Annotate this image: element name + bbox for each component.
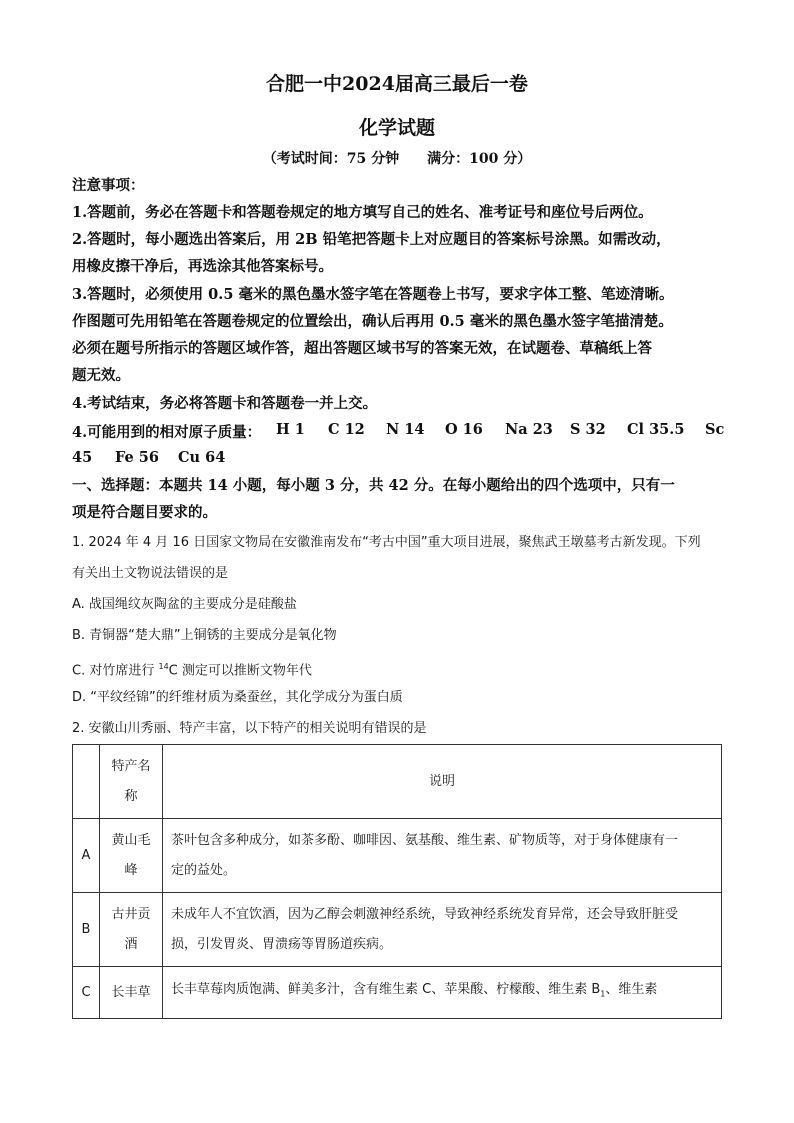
row-product bbox=[100, 967, 163, 1019]
question-1-option-d: D. “平纹经锦”的纤维材质为桑蚕丝，其化学成分为蛋白质 bbox=[72, 690, 403, 705]
row-product bbox=[100, 819, 163, 893]
atomic-mass-label: 4.可能用到的相对原子质量： bbox=[72, 424, 262, 441]
subject-title: 化学试题 bbox=[358, 117, 435, 139]
product-name-line: 古井贡 bbox=[111, 906, 151, 922]
atomic-mass-na: Na 23 bbox=[505, 421, 553, 438]
specialty-table bbox=[72, 744, 722, 1019]
question-1-option-c bbox=[72, 657, 732, 681]
isotope-mass-number: 14 bbox=[158, 662, 169, 671]
question-1-stem-cont: 有关出土文物说法错误的是 bbox=[72, 566, 229, 581]
atomic-mass-c: C 12 bbox=[328, 421, 365, 438]
atomic-mass-sc: Sc bbox=[705, 421, 725, 438]
header-product-line: 特产名 bbox=[111, 758, 151, 774]
table-header-desc: 说明 bbox=[163, 745, 722, 819]
option-c-text: C. 对竹席进行 bbox=[72, 663, 159, 679]
table-row bbox=[73, 893, 722, 967]
question-2-stem: 2. 安徽山川秀丽、特产丰富，以下特产的相关说明有错误的是 bbox=[72, 721, 427, 736]
desc-line: 茶叶包含多种成分，如茶多酚、咖啡因、氨基酸、维生素、矿物质等，对于身体健康有一 bbox=[171, 832, 679, 848]
note-line: 2.答题时，每小题选出答案后，用 2B 铅笔把答题卡上对应题目的答案标号涂黑。如需改动， bbox=[72, 231, 671, 248]
row-label: C bbox=[73, 967, 100, 1019]
header-product-line: 称 bbox=[124, 788, 138, 804]
atomic-mass-fe: Fe 56 bbox=[115, 449, 159, 466]
atomic-mass-cl: Cl 35.5 bbox=[627, 421, 685, 438]
row-label: B bbox=[73, 893, 100, 967]
atomic-mass-s: S 32 bbox=[570, 421, 606, 438]
section-heading: 一、选择题：本题共 14 小题，每小题 3 分，共 42 分。在每小题给出的四个选项中，只有一 bbox=[72, 477, 675, 494]
exam-title: 合肥一中2024届高三最后一卷 bbox=[266, 73, 528, 95]
table-row bbox=[73, 967, 722, 1019]
section-heading-cont: 项是符合题目要求的。 bbox=[72, 504, 217, 521]
option-c-text-end: C 测定可以推断文物年代 bbox=[168, 663, 312, 679]
question-1-stem: 1. 2024 年 4 月 16 日国家文物局在安徽淮南发布“考古中国”重大项目进展，聚焦武王墩墓考古新发现。下列 bbox=[72, 535, 701, 550]
note-line: 1.答题前，务必在答题卡和答题卷规定的地方填写自己的姓名、准考证号和座位号后两位。 bbox=[72, 204, 653, 221]
question-1-option-a: A. 战国绳纹灰陶盆的主要成分是硅酸盐 bbox=[72, 597, 297, 612]
note-line: 3.答题时，必须使用 0.5 毫米的黑色墨水签字笔在答题卷上书写，要求字体工整、笔迹清晰。 bbox=[72, 286, 674, 303]
atomic-mass-cu: Cu 64 bbox=[178, 449, 226, 466]
note-line: 用橡皮擦干净后，再选涂其他答案标号。 bbox=[72, 258, 333, 275]
desc-text: 长丰草莓肉质饱满、鲜美多汁，含有维生素 C、苹果酸、柠檬酸、维生素 B bbox=[171, 982, 601, 998]
exam-info: （考试时间：75 分钟 满分：100 分） bbox=[262, 151, 532, 167]
notes-heading: 注意事项： bbox=[72, 177, 145, 194]
table-header-product bbox=[100, 745, 163, 819]
note-line: 作图题可先用铅笔在答题卷规定的位置绘出，确认后再用 0.5 毫米的黑色墨水签字笔描清楚。 bbox=[72, 313, 673, 330]
atomic-mass-h: H 1 bbox=[276, 421, 305, 438]
atomic-mass-sc-value: 45 bbox=[72, 449, 93, 466]
row-desc bbox=[163, 967, 722, 1019]
question-1-option-b: B. 青铜器“楚大鼎”上铜锈的主要成分是氧化物 bbox=[72, 628, 337, 643]
product-name-line: 长丰草 bbox=[111, 984, 151, 1000]
desc-text-end: 、维生素 bbox=[605, 982, 658, 998]
desc-line: 定的益处。 bbox=[171, 862, 237, 878]
product-name-line: 黄山毛 bbox=[111, 832, 151, 848]
desc-line: 未成年人不宜饮酒，因为乙醇会刺激神经系统，导致神经系统发育异常，还会导致肝脏受 bbox=[171, 906, 679, 922]
atomic-mass-o: O 16 bbox=[445, 421, 483, 438]
row-desc bbox=[163, 893, 722, 967]
row-label: A bbox=[73, 819, 100, 893]
note-line: 4.考试结束，务必将答题卡和答题卷一并上交。 bbox=[72, 395, 378, 412]
table-row bbox=[73, 819, 722, 893]
note-line: 必须在题号所指示的答题区域作答，超出答题区域书写的答案无效，在试题卷、草稿纸上答 bbox=[72, 340, 652, 357]
atomic-mass-n: N 14 bbox=[386, 421, 425, 438]
desc-line: 损，引发胃炎、胃溃疡等胃肠道疾病。 bbox=[171, 936, 393, 952]
product-name-line: 酒 bbox=[124, 936, 138, 952]
row-product bbox=[100, 893, 163, 967]
table-header-row bbox=[73, 745, 722, 819]
product-name-line: 峰 bbox=[124, 862, 138, 878]
vitamin-subscript: 1 bbox=[600, 989, 606, 999]
row-desc bbox=[163, 819, 722, 893]
table-header-blank bbox=[73, 745, 100, 819]
note-line: 题无效。 bbox=[72, 367, 130, 384]
